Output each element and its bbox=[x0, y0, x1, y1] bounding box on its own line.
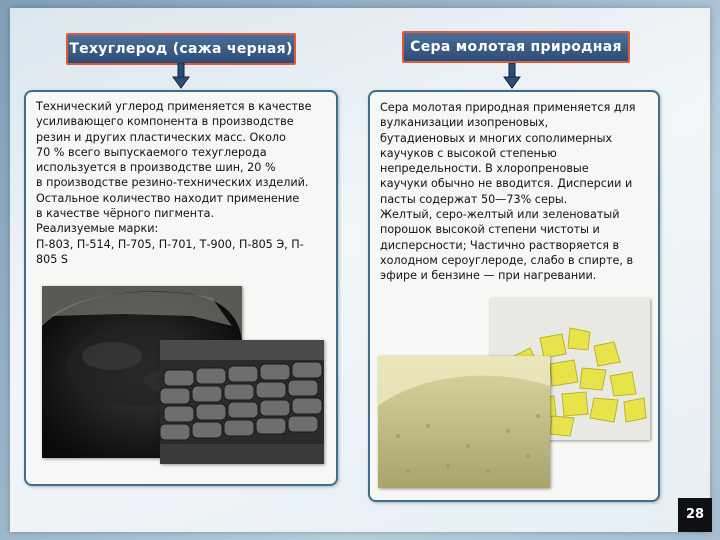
page-number: 28 bbox=[678, 498, 712, 532]
left-description: Технический углерод применяется в качестве усиливающего компонента в производстве резин и других пластических масс. Около 70 % всего выпускаемого техуглерода используется в производстве шин, 20 % в производстве резино-технических изделий. Остальное количество находит применение в качестве чёрного пигмента. Реализуемые марки: П-803, П-514, П-705, П-701, Т-900, П-805 Э, П- 805 S bbox=[36, 100, 312, 266]
left-down-arrow-icon bbox=[172, 63, 190, 89]
carbon-black-sacks-image bbox=[160, 340, 324, 464]
ground-sulfur-powder-image bbox=[378, 356, 550, 488]
right-description: Сера молотая природная применяется для вулканизации изопреновых, бутадиеновых и многих сополимерных каучуков с высокой степенью непредельности. В хлоропреновые каучуки обычно не вводится. Дисперсии и пасты содержат 50—73% серы. Желтый, серо-желтый или зеленоватый порошок высокой степени чистоты и дисперсности; Частично растворяется в холодном сероуглероде, слабо в спирте, в эфире и бензине — при нагревании. bbox=[380, 101, 636, 283]
right-title: Сера молотая природная bbox=[402, 31, 630, 63]
left-title: Техуглерод (сажа черная) bbox=[66, 33, 296, 65]
right-down-arrow-icon bbox=[503, 63, 521, 89]
